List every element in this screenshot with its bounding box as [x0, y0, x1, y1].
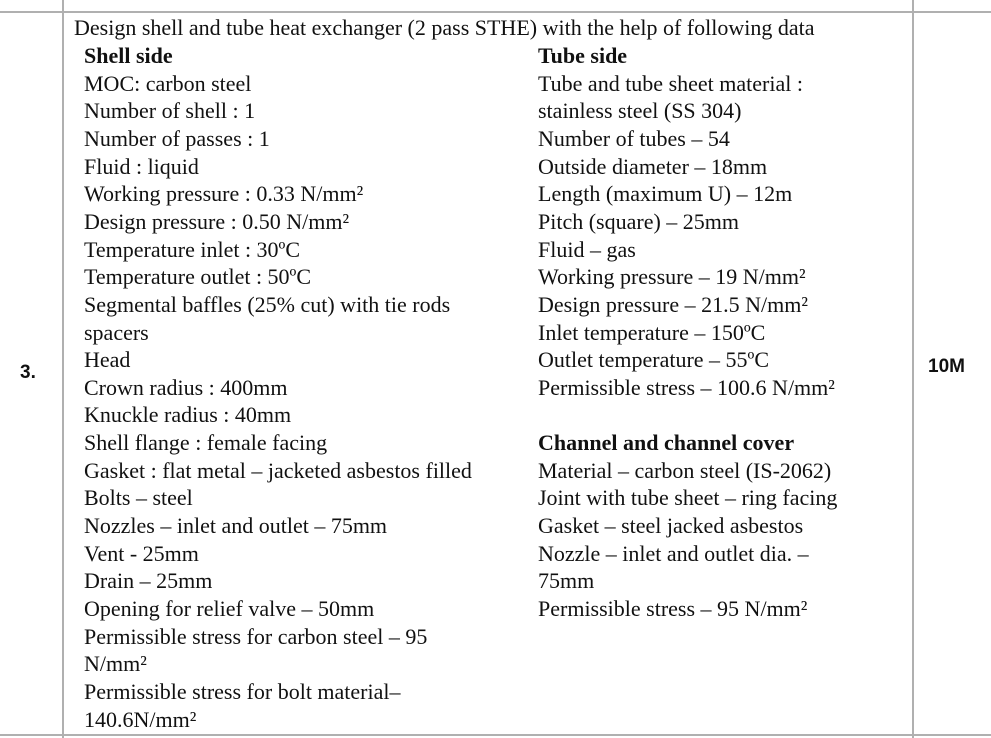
spec-line: Shell flange : female facing	[84, 430, 328, 456]
spec-line: MOC: carbon steel	[84, 70, 252, 96]
spec-line: Pitch (square) – 25mm	[538, 208, 740, 234]
table-top-border	[0, 11, 991, 13]
spec-line: Number of shell : 1	[84, 98, 256, 124]
spec-line: Temperature inlet : 30ºC	[84, 236, 301, 262]
spec-line: N/mm²	[84, 651, 147, 677]
section-heading: Channel and channel cover	[538, 430, 795, 456]
spec-line: Drain – 25mm	[84, 568, 213, 594]
spec-line: Working pressure – 19 N/mm²	[538, 264, 806, 290]
spec-line: Number of passes : 1	[84, 125, 270, 151]
spec-line: 75mm	[538, 568, 595, 594]
column-divider-marks	[912, 0, 914, 738]
spec-line: Gasket : flat metal – jacketed asbestos filled	[84, 457, 472, 483]
spec-line: Working pressure : 0.33 N/mm²	[84, 181, 364, 207]
spec-line: Permissible stress – 95 N/mm²	[538, 596, 808, 621]
spec-line: Design pressure – 21.5 N/mm²	[538, 291, 808, 317]
question-number: 3.	[20, 362, 36, 383]
spec-line: Number of tubes – 54	[538, 125, 730, 151]
spec-line: Knuckle radius : 40mm	[84, 402, 292, 428]
table-bottom-border	[0, 734, 991, 736]
section-heading: Tube side	[538, 43, 628, 68]
spec-line: Outlet temperature – 55ºC	[538, 347, 770, 373]
spec-line: Bolts – steel	[84, 485, 193, 511]
spec-line: Material – carbon steel (IS-2062)	[538, 457, 832, 483]
spec-line: Permissible stress for carbon steel – 95	[84, 623, 428, 649]
spec-line: Outside diameter – 18mm	[538, 153, 768, 179]
column-divider-number	[62, 0, 64, 738]
marks: 10M	[928, 356, 965, 377]
spec-line: Nozzles – inlet and outlet – 75mm	[84, 513, 388, 539]
spec-line: 140.6N/mm²	[84, 706, 197, 732]
spec-line: Gasket – steel jacked asbestos	[538, 513, 804, 539]
spec-line: stainless steel (SS 304)	[538, 98, 742, 124]
spec-line: Vent - 25mm	[84, 540, 199, 566]
spec-line: Crown radius : 400mm	[84, 374, 288, 400]
spec-line: Joint with tube sheet – ring facing	[538, 485, 838, 511]
spec-line: Fluid – gas	[538, 236, 636, 262]
spec-line: Permissible stress for bolt material–	[84, 678, 401, 704]
spec-line: Head	[84, 347, 131, 373]
spec-line: Permissible stress – 100.6 N/mm²	[538, 374, 835, 400]
spec-line: Design pressure : 0.50 N/mm²	[84, 208, 350, 234]
spec-line: Opening for relief valve – 50mm	[84, 596, 375, 621]
spec-line: Segmental baffles (25% cut) with tie rods	[84, 291, 451, 317]
spec-line: Tube and tube sheet material :	[538, 70, 803, 96]
spec-line: Inlet temperature – 150ºC	[538, 319, 766, 345]
spec-line: Nozzle – inlet and outlet dia. –	[538, 540, 809, 566]
question-title: Design shell and tube heat exchanger (2 pass STHE) with the help of following data	[74, 15, 815, 40]
spec-line: Temperature outlet : 50ºC	[84, 264, 312, 290]
spec-line: Fluid : liquid	[84, 153, 199, 179]
spec-line: spacers	[84, 319, 149, 345]
spec-line: Length (maximum U) – 12m	[538, 181, 793, 207]
section-heading: Shell side	[84, 43, 173, 68]
